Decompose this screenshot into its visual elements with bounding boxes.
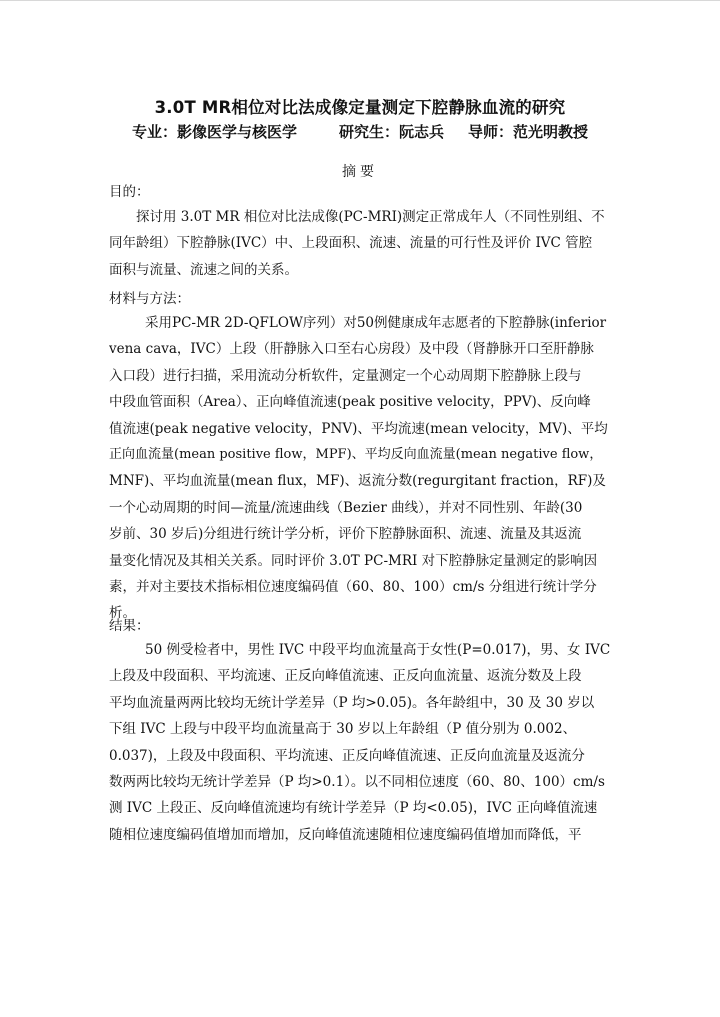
methods-line: 采用PC-MR 2D-QFLOW序列）对50例健康成年志愿者的下腔静脉(inferior bbox=[145, 315, 607, 331]
paper-title: 3.0T MR相位对比法成像定量测定下腔静脉血流的研究 bbox=[154, 98, 566, 117]
methods-line: 正向血流量(mean positive flow，MPF)、平均反向血流量(mean negative flow， bbox=[109, 446, 603, 462]
results-line: 数两两比较均无统计学差异（P 均>0.1）。以不同相位速度（60、80、100）cm/s bbox=[109, 773, 605, 790]
methods-line: 析。 bbox=[109, 605, 136, 622]
results-line: 测 IVC 上段正、反向峰值流速均有统计学差异（P 均<0.05)，IVC 正向峰值流速 bbox=[109, 800, 598, 817]
objective-paragraph bbox=[109, 204, 611, 283]
student-label: 研究生：阮志兵 bbox=[338, 123, 444, 141]
methods-line: 一个心动周期的时间—流量/流速曲线（Bezier 曲线），并对不同性别、年龄(30 bbox=[109, 499, 583, 516]
results-paragraph bbox=[109, 637, 611, 848]
methods-line: 中段血管面积（Area）、正向峰值流速(peak positive velocity，PPV)、反向峰 bbox=[109, 394, 591, 411]
methods-paragraph bbox=[109, 310, 611, 627]
methods-line: 入口段）进行扫描，采用流动分析软件，定量测定一个心动周期下腔静脉上段与 bbox=[109, 367, 582, 384]
results-line: 上段及中段面积、平均流速、正反向峰值流速、正反向血流量、返流分数及上段 bbox=[109, 668, 582, 685]
objective-line: 探讨用 3.0T MR 相位对比法成像(PC-MRI)测定正常成年人（不同性别组、不 bbox=[136, 209, 605, 225]
objective-line: 面积与流量、流速之间的关系。 bbox=[109, 261, 298, 278]
results-heading: 结果： bbox=[109, 618, 150, 634]
author-info-line bbox=[0, 121, 720, 142]
results-line: 平均血流量两两比较均无统计学差异（P 均>0.05)。各年龄组中，30 及 30 岁以 bbox=[109, 694, 595, 711]
results-line: 随相位速度编码值增加而增加，反向峰值流速随相位速度编码值增加而降低，平 bbox=[109, 826, 582, 843]
methods-line: MNF)、平均血流量(mean flux，MF)、返流分数(regurgitant fraction，RF)及 bbox=[109, 473, 606, 490]
page-top-edge bbox=[0, 0, 720, 1]
objective-line: 同年龄组）下腔静脉(IVC）中、上段面积、流速、流量的可行性及评价 IVC 管腔 bbox=[109, 235, 593, 252]
results-line: 50 例受检者中，男性 IVC 中段平均血流量高于女性(P=0.017)，男、女 IVC bbox=[145, 642, 611, 658]
objective-heading: 目的： bbox=[109, 184, 150, 200]
methods-line: 素，并对主要技术指标相位速度编码值（60、80、100）cm/s 分组进行统计学分 bbox=[109, 578, 597, 595]
results-line: 下组 IVC 上段与中段平均血流量高于 30 岁以上年龄组（P 值分别为 0.002、 bbox=[109, 721, 577, 738]
methods-line: vena cava，IVC）上段（肝静脉入口至右心房段）及中段（肾静脉开口至肝静脉 bbox=[109, 341, 594, 358]
methods-line: 岁前、30 岁后)分组进行统计学分析，评价下腔静脉面积、流速、流量及其返流 bbox=[109, 526, 582, 543]
methods-line: 值流速(peak negative velocity，PNV)、平均流速(mean velocity，MV)、平均 bbox=[109, 420, 608, 437]
methods-line: 量变化情况及其相关关系。同时评价 3.0T PC-MRI 对下腔静脉定量测定的影响因 bbox=[109, 552, 598, 569]
abstract-heading: 摘要 bbox=[342, 164, 378, 180]
methods-heading: 材料与方法： bbox=[109, 291, 190, 307]
results-line: 0.037)，上段及中段面积、平均流速、正反向峰值流速、正反向血流量及返流分 bbox=[109, 747, 585, 764]
major-label: 专业：影像医学与核医学 bbox=[131, 123, 297, 141]
advisor-label: 导师：范光明教授 bbox=[468, 123, 589, 141]
